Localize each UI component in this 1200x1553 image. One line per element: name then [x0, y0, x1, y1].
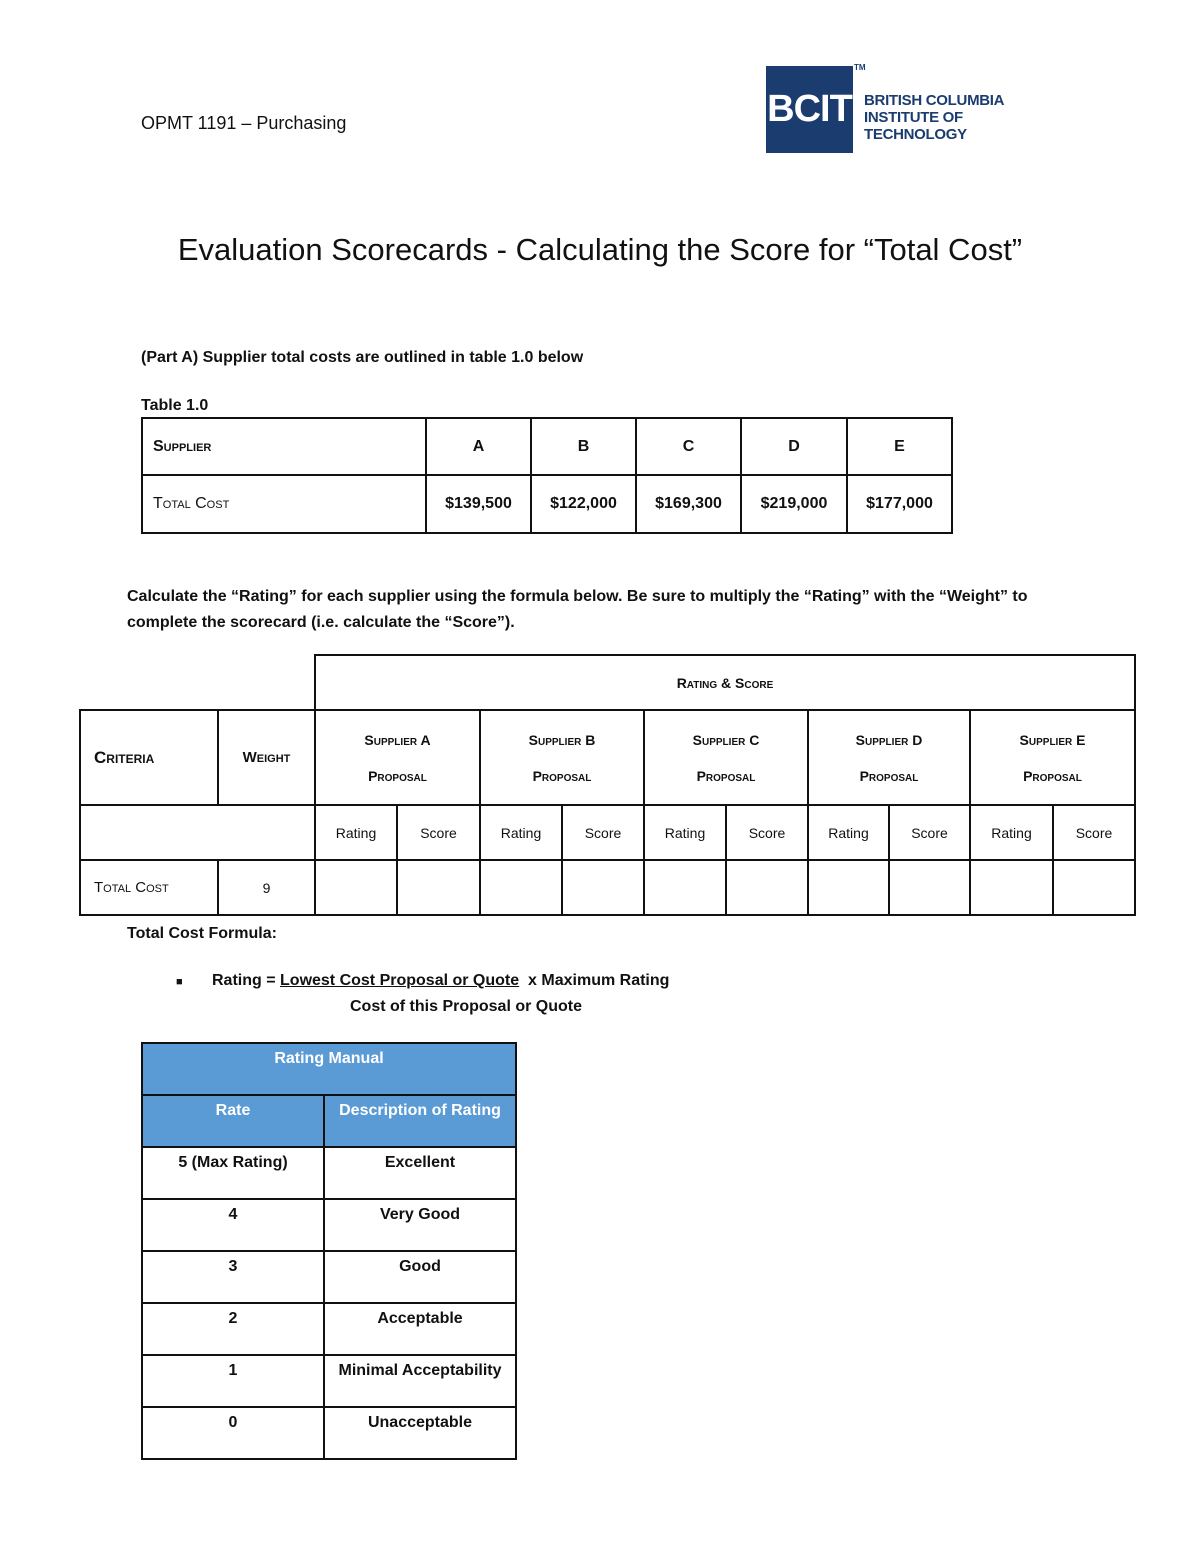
score-cell [1053, 860, 1135, 915]
rating-header: Rating [808, 805, 889, 860]
formula-prefix: Rating = [212, 972, 281, 989]
logo-text-line2: INSTITUTE OF TECHNOLOGY [864, 109, 967, 143]
rating-cell [480, 860, 562, 915]
rating-header: Rating [644, 805, 726, 860]
description-cell: Excellent [324, 1147, 516, 1199]
bullet-icon: ■ [176, 976, 183, 988]
formula-title: Total Cost Formula: [127, 925, 277, 942]
supplier-name: Supplier A [364, 731, 431, 748]
bcit-logo [766, 63, 1056, 154]
proposal-label: Proposal [1023, 767, 1082, 784]
table-row [80, 805, 1135, 860]
description-cell: Acceptable [324, 1303, 516, 1355]
rating-manual-title: Rating Manual [142, 1043, 516, 1095]
formula-numerator: Lowest Cost Proposal or Quote [280, 972, 520, 989]
supplier-header: B [531, 418, 636, 475]
scorecard-table [79, 654, 1136, 916]
rate-header: Rate [142, 1095, 324, 1147]
formula-numerator-line [212, 972, 669, 990]
logo-mark: BCIT [766, 66, 853, 153]
score-cell [889, 860, 970, 915]
rate-cell: 5 (Max Rating) [142, 1147, 324, 1199]
table-row [142, 1095, 516, 1147]
cost-cell: $122,000 [531, 475, 636, 533]
supplier-c-header [644, 710, 808, 805]
supplier-header: E [847, 418, 952, 475]
formula-denominator: Cost of this Proposal or Quote [350, 998, 583, 1015]
instructions: Calculate the “Rating” for each supplier using the formula below. Be sure to multiply the “Rating” with the “Weight” to complete the scorecard (i.e. calculate the “Score”). [127, 588, 1028, 631]
table-row [142, 1303, 516, 1355]
logo-text-line1: BRITISH COLUMBIA [864, 92, 1005, 109]
description-header: Description of Rating [324, 1095, 516, 1147]
table-row [142, 418, 952, 475]
supplier-a-header [315, 710, 480, 805]
rating-header: Rating [480, 805, 562, 860]
score-header: Score [562, 805, 644, 860]
total-cost-label: Total Cost [142, 475, 426, 533]
cost-cell: $169,300 [636, 475, 741, 533]
total-cost-criteria: Total Cost [80, 860, 218, 915]
rating-manual-table [141, 1042, 517, 1460]
table-row [142, 1147, 516, 1199]
criteria-header: Criteria [80, 710, 218, 805]
description-cell: Very Good [324, 1199, 516, 1251]
supplier-header: C [636, 418, 741, 475]
score-cell [726, 860, 808, 915]
supplier-header: A [426, 418, 531, 475]
table-row [142, 475, 952, 533]
proposal-label: Proposal [696, 767, 756, 784]
supplier-name: Supplier B [528, 731, 596, 748]
rate-cell: 1 [142, 1355, 324, 1407]
table-row [142, 1199, 516, 1251]
supplier-name: Supplier E [1019, 731, 1086, 748]
score-header: Score [1053, 805, 1135, 860]
cost-cell: $219,000 [741, 475, 847, 533]
proposal-label: Proposal [859, 767, 919, 784]
description-cell: Minimal Acceptability [324, 1355, 516, 1407]
supplier-cost-table [141, 417, 953, 534]
rating-cell [808, 860, 889, 915]
supplier-name: Supplier D [855, 731, 923, 748]
rate-cell: 4 [142, 1199, 324, 1251]
rating-cell [315, 860, 397, 915]
page-title: Evaluation Scorecards - Calculating the Score for “Total Cost” [177, 232, 1023, 267]
weight-value: 9 [218, 860, 315, 915]
part-a-intro: (Part A) Supplier total costs are outlined in table 1.0 below [141, 349, 584, 366]
logo-trademark: TM [854, 63, 866, 72]
table-row [80, 710, 1135, 805]
rating-cell [644, 860, 726, 915]
table-row [142, 1251, 516, 1303]
table-row [80, 860, 1135, 915]
supplier-e-header [970, 710, 1135, 805]
supplier-d-header [808, 710, 970, 805]
rating-header: Rating [315, 805, 397, 860]
supplier-header: D [741, 418, 847, 475]
formula-multiplier: x Maximum Rating [528, 972, 670, 989]
supplier-b-header [480, 710, 644, 805]
table-row [142, 1355, 516, 1407]
table-row [142, 1407, 516, 1459]
cost-cell: $139,500 [426, 475, 531, 533]
score-header: Score [889, 805, 970, 860]
description-cell: Unacceptable [324, 1407, 516, 1459]
score-cell [562, 860, 644, 915]
supplier-name: Supplier C [692, 731, 760, 748]
score-header: Score [726, 805, 808, 860]
rating-header: Rating [970, 805, 1053, 860]
table-label: Table 1.0 [141, 397, 209, 414]
proposal-label: Proposal [532, 767, 592, 784]
description-cell: Good [324, 1251, 516, 1303]
course-title: OPMT 1191 – Purchasing [141, 113, 347, 133]
rating-score-header: Rating & Score [315, 655, 1135, 710]
weight-header: Weight [218, 710, 315, 805]
proposal-label: Proposal [368, 767, 427, 784]
rate-cell: 2 [142, 1303, 324, 1355]
rate-cell: 0 [142, 1407, 324, 1459]
table-row [142, 1043, 516, 1095]
score-header: Score [397, 805, 480, 860]
table-row [80, 655, 1135, 710]
supplier-header-label: Supplier [142, 418, 426, 475]
rate-cell: 3 [142, 1251, 324, 1303]
rating-cell [970, 860, 1053, 915]
cost-cell: $177,000 [847, 475, 952, 533]
score-cell [397, 860, 480, 915]
